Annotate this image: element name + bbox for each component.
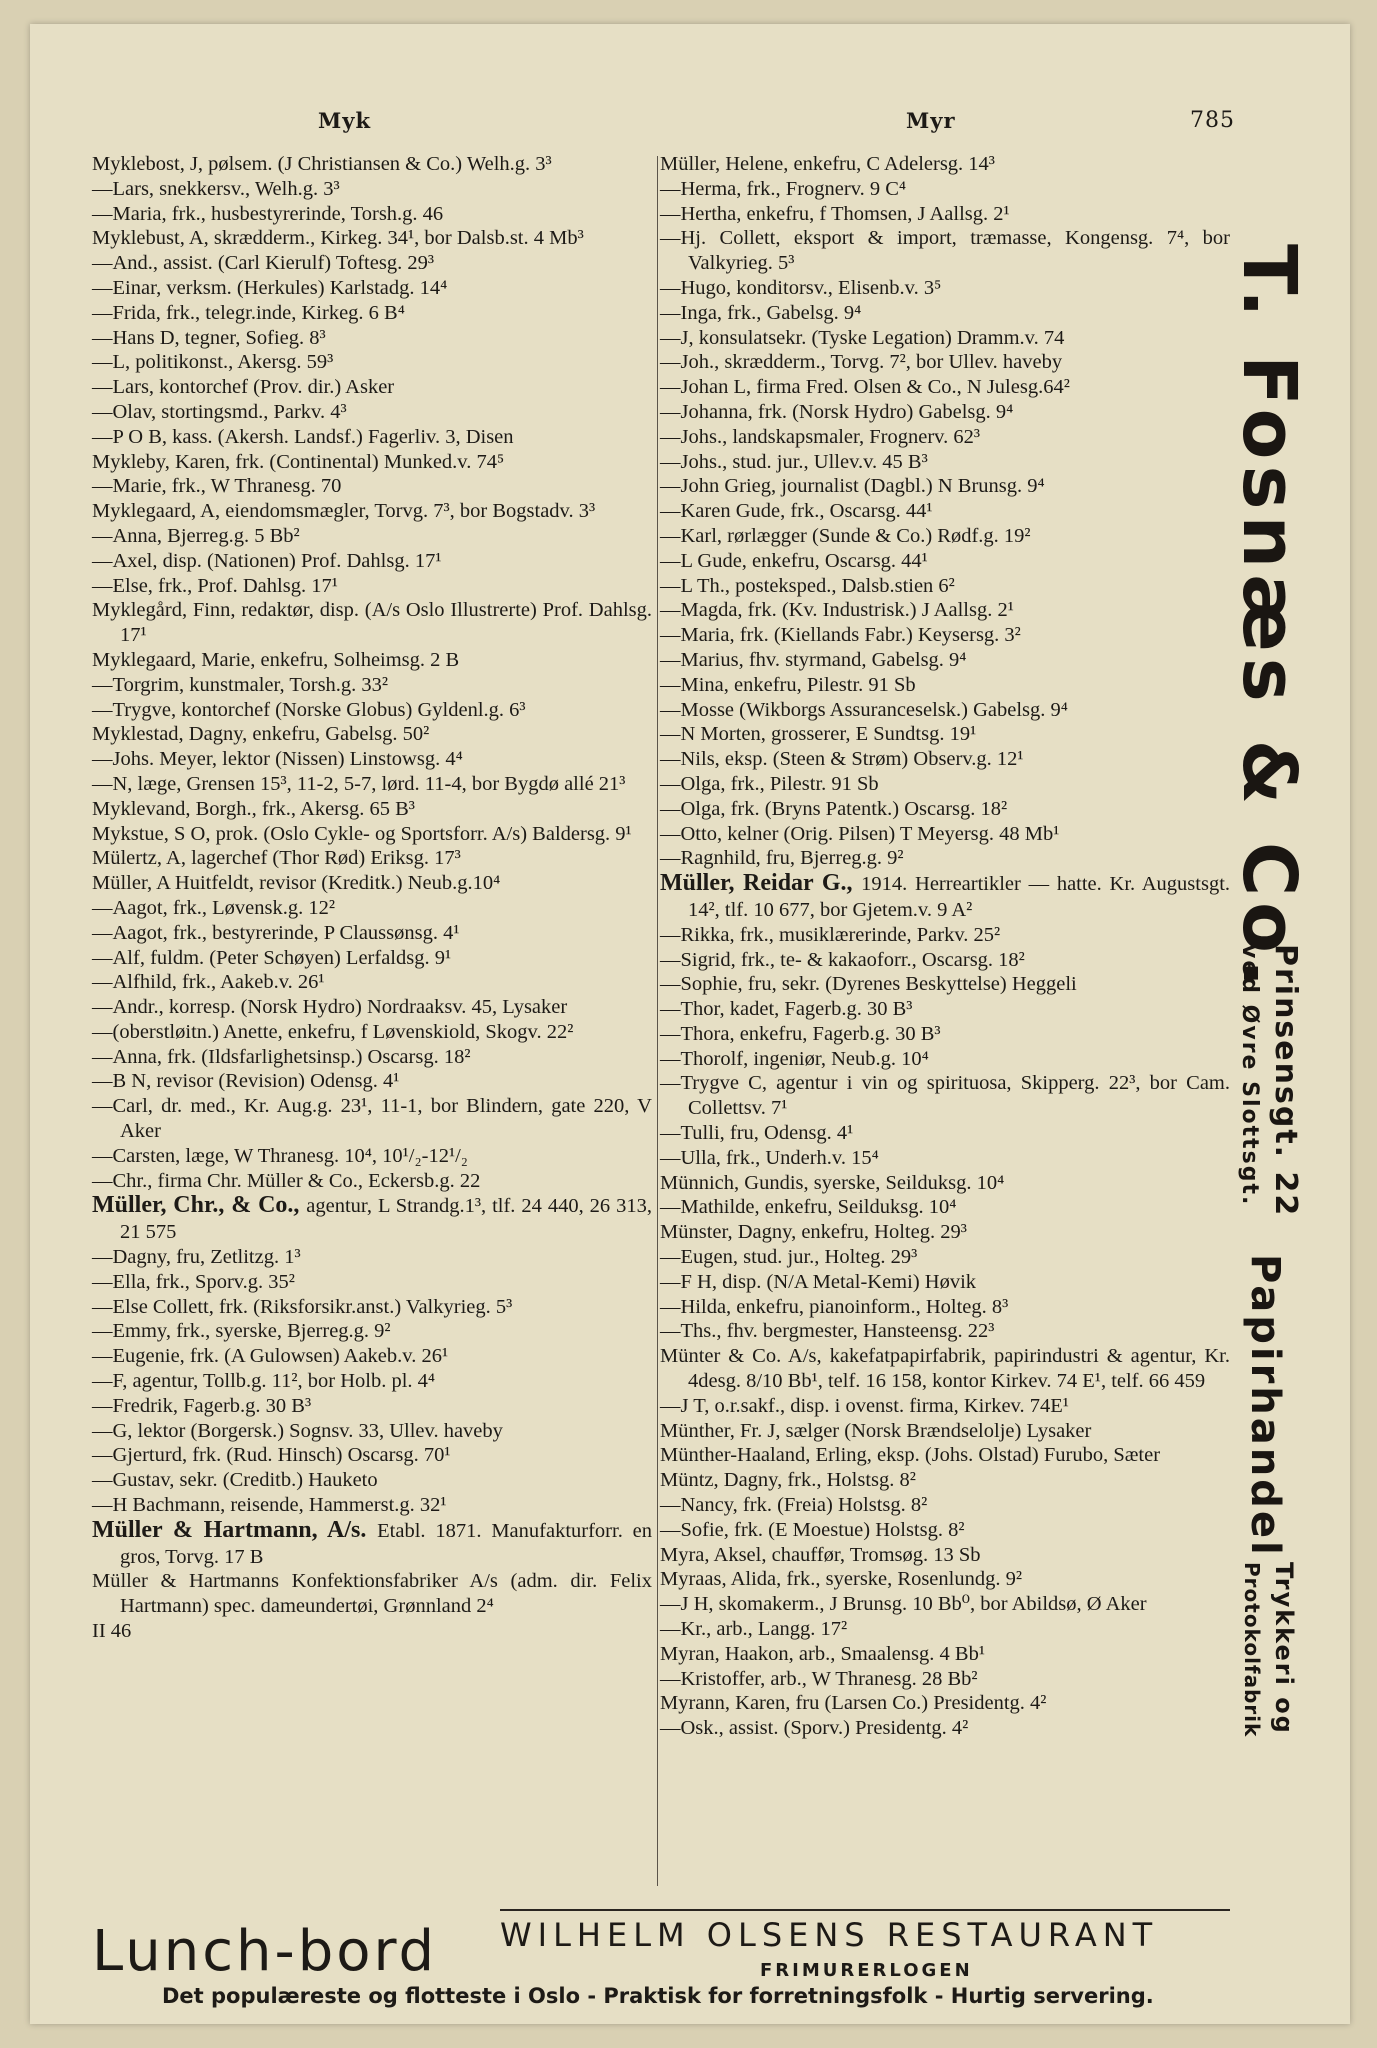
- right-column: [660, 152, 1230, 1741]
- directory-entry: —Ulla, frk., Underh.v. 15⁴: [660, 1146, 879, 1169]
- directory-entry: —Marius, fhv. styrmand, Gabelsg. 9⁴: [660, 648, 967, 671]
- directory-entry: Mykleby, Karen, frk. (Continental) Munked.v. 74⁵: [92, 450, 505, 473]
- directory-entry: Müller, A Huitfeldt, revisor (Kreditk.) Neub.g.10⁴: [92, 872, 501, 895]
- directory-entry: —Johs. Meyer, lektor (Nissen) Linstowsg. 4⁴: [92, 748, 463, 771]
- directory-entry: —Hj. Collett, eksport & import, træmasse, Kongensg. 7⁴, bor Valkyrieg. 5³: [660, 227, 1230, 275]
- directory-entry: —Sigrid, frk., te- & kakaoforr., Oscarsg. 18²: [660, 948, 1025, 971]
- directory-entry: —Nancy, frk. (Freia) Holstsg. 8²: [660, 1494, 928, 1517]
- directory-entry: —Mina, enkefru, Pilestr. 91 Sb: [660, 673, 916, 696]
- directory-entry: Myklegaard, Marie, enkefru, Solheimsg. 2 B: [92, 648, 460, 671]
- directory-entry: —Joh., skrædderm., Torvg. 7², bor Ullev. haveby: [660, 351, 1063, 374]
- directory-entry: —Einar, verksm. (Herkules) Karlstadg. 14⁴: [92, 276, 448, 299]
- directory-entry: —Johs., landskapsmaler, Frognerv. 62³: [660, 425, 980, 448]
- side-ad-protokolfabrik: Protokolfabrik: [1240, 1562, 1264, 1738]
- directory-entry: Müntz, Dagny, frk., Holstsg. 8²: [660, 1469, 916, 1492]
- directory-entry: —Ths., fhv. bergmester, Hansteensg. 22³: [660, 1320, 995, 1343]
- directory-entry: —Emmy, frk., syerske, Bjerreg.g. 9²: [92, 1320, 391, 1343]
- directory-entry: —John Grieg, journalist (Dagbl.) N Brunsg. 9⁴: [660, 475, 1045, 498]
- side-ad-trykkeri: Trykkeri og: [1270, 1562, 1298, 1735]
- directory-entry: —Inga, frk., Gabelsg. 9⁴: [660, 301, 862, 324]
- directory-entry: —Karen Gude, frk., Oscarsg. 44¹: [660, 500, 933, 523]
- side-ad-firm: T. Fosnæs & Co.: [1226, 244, 1312, 994]
- directory-entry: —(oberstløitn.) Anette, enkefru, f Løvenskiold, Skogv. 22²: [92, 1020, 574, 1043]
- side-ad-papirhandel: Papirhandel: [1242, 1254, 1288, 1558]
- directory-entry: Myrann, Karen, fru (Larsen Co.) Presidentg. 4²: [660, 1692, 1047, 1715]
- directory-entry: —Nils, eksp. (Steen & Strøm) Observ.g. 12¹: [660, 748, 1024, 771]
- directory-entry: Myklebust, A, skrædderm., Kirkeg. 34¹, bor Dalsb.st. 4 Mb³: [92, 227, 584, 250]
- directory-entry: —Marie, frk., W Thranesg. 70: [92, 475, 342, 498]
- directory-entry: —Tulli, fru, Odensg. 4¹: [660, 1122, 854, 1145]
- column-divider: [657, 156, 658, 1886]
- directory-entry: Müller, Helene, enkefru, C Adelersg. 14³: [660, 153, 995, 175]
- directory-entry: —Else Collett, frk. (Riksforsikr.anst.) Valkyrieg. 5³: [92, 1295, 513, 1318]
- directory-entry: —Hertha, enkefru, f Thomsen, J Aallsg. 2¹: [660, 202, 1010, 225]
- directory-entry: —Trygve C, agentur i vin og spirituosa, Skipperg. 22³, bor Cam. Collettsv. 7¹: [660, 1072, 1230, 1120]
- directory-entry: —Eugen, stud. jur., Holteg. 29³: [660, 1246, 918, 1269]
- directory-entry: II 46: [92, 1620, 132, 1643]
- directory-entry: —Andr., korresp. (Norsk Hydro) Nordraaksv. 45, Lysaker: [92, 996, 568, 1019]
- directory-entry: —Carsten, læge, W Thranesg. 10⁴, 10¹/₂-12¹/₂: [92, 1144, 468, 1167]
- header-left: Myk: [318, 108, 371, 133]
- directory-entry: —Fredrik, Fagerb.g. 30 B³: [92, 1394, 312, 1417]
- firm-entry-reidar-muller: Müller, Reidar G., 1914. Herreartikler — hatte. Kr. Augustsgt. 14², tlf. 10 677, bor Gjetem.v. 9 A²: [660, 870, 1231, 921]
- directory-entry: Münster, Dagny, enkefru, Holteg. 29³: [660, 1221, 967, 1244]
- directory-entry: Mykstue, S O, prok. (Oslo Cykle- og Sportsforr. A/s) Baldersg. 9¹: [92, 822, 632, 845]
- directory-entry: —Ella, frk., Sporv.g. 35²: [92, 1270, 295, 1293]
- ad-divider: [500, 1909, 1230, 1911]
- directory-entry: —Hans D, tegner, Sofieg. 8³: [92, 326, 326, 349]
- directory-entry: —And., assist. (Carl Kierulf) Toftesg. 29³: [92, 252, 434, 275]
- header-middle: Myr: [906, 108, 956, 133]
- directory-entry: Münther-Haaland, Erling, eksp. (Johs. Olstad) Furubo, Sæter: [660, 1444, 1161, 1467]
- directory-entry: —F H, disp. (N/A Metal-Kemi) Høvik: [660, 1270, 977, 1293]
- directory-entry: —P O B, kass. (Akersh. Landsf.) Fagerliv. 3, Disen: [92, 425, 514, 448]
- directory-entry: —Rikka, frk., musiklærerinde, Parkv. 25²: [660, 923, 1001, 946]
- directory-entry: —Johs., stud. jur., Ullev.v. 45 B³: [660, 450, 928, 473]
- directory-entry: Münnich, Gundis, syerske, Seilduksg. 10⁴: [660, 1171, 1005, 1194]
- directory-entry: —Trygve, kontorchef (Norske Globus) Gyldenl.g. 6³: [92, 698, 526, 721]
- directory-entry: —Johanna, frk. (Norsk Hydro) Gabelsg. 9⁴: [660, 400, 1014, 423]
- directory-entry: —Thora, enkefru, Fagerb.g. 30 B³: [660, 1022, 941, 1045]
- directory-entry: —Dagny, fru, Zetlitzg. 1³: [92, 1246, 301, 1269]
- firm-entry-muller-hartmann: Müller & Hartmann, A/s. Etabl. 1871. Manufakturforr. en gros, Torvg. 17 B: [92, 1516, 653, 1568]
- directory-entry: —Anna, Bjerreg.g. 5 Bb²: [92, 524, 300, 547]
- directory-entry: —Alfhild, frk., Aakeb.v. 26¹: [92, 971, 325, 994]
- restaurant-tagline: Det populæreste og flotteste i Oslo - Praktisk for forretningsfolk - Hurtig servering.: [162, 1984, 1154, 2008]
- directory-entry: Myklegård, Finn, redaktør, disp. (A/s Oslo Illustrerte) Prof. Dahlsg. 17¹: [92, 599, 652, 647]
- directory-entry: —Hugo, konditorsv., Elisenb.v. 3⁵: [660, 276, 942, 299]
- directory-entry: —Thor, kadet, Fagerb.g. 30 B³: [660, 998, 913, 1021]
- directory-entry: Myklevand, Borgh., frk., Akersg. 65 B³: [92, 797, 415, 820]
- side-ad-street-note: ved Øvre Slottsgt.: [1237, 944, 1262, 1207]
- directory-entry: —L, politikonst., Akersg. 59³: [92, 351, 334, 374]
- directory-entry: —Maria, frk. (Kiellands Fabr.) Keysersg. 3²: [660, 624, 1021, 647]
- directory-entry: Mülertz, A, lagerchef (Thor Rød) Eriksg. 17³: [92, 847, 461, 870]
- directory-entry: Münter & Co. A/s, kakefatpapirfabrik, papirindustri & agentur, Kr. 4desg. 8/10 Bb¹, telf. 16 158, kontor Kirkev. 74 E¹, telf. 66 459: [660, 1345, 1230, 1393]
- left-column: [92, 152, 652, 1644]
- directory-entry: Myra, Aksel, chauffør, Tromsøg. 13 Sb: [660, 1543, 981, 1566]
- directory-entry: —Alf, fuldm. (Peter Schøyen) Lerfaldsg. 9¹: [92, 946, 452, 969]
- directory-entry: —Eugenie, frk. (A Gulowsen) Aakeb.v. 26¹: [92, 1345, 449, 1368]
- directory-entry: —Thorolf, ingeniør, Neub.g. 10⁴: [660, 1047, 929, 1070]
- directory-entry: —Chr., firma Chr. Müller & Co., Eckersb.g. 22: [92, 1169, 481, 1192]
- directory-entry: Myklestad, Dagny, enkefru, Gabelsg. 50²: [92, 723, 430, 746]
- directory-entry: —Olga, frk., Pilestr. 91 Sb: [660, 772, 879, 795]
- directory-entry: Myklebost, J, pølsem. (J Christiansen & Co.) Welh.g. 3³: [92, 153, 552, 175]
- directory-entry: —Hilda, enkefru, pianoinform., Holteg. 8³: [660, 1295, 1009, 1318]
- directory-entry: —Kr., arb., Langg. 17²: [660, 1618, 848, 1641]
- directory-entry: —Frida, frk., telegr.inde, Kirkeg. 6 B⁴: [92, 301, 405, 324]
- directory-entry: —B N, revisor (Revision) Odensg. 4¹: [92, 1070, 400, 1093]
- directory-entry: —Torgrim, kunstmaler, Torsh.g. 33²: [92, 673, 389, 696]
- page-number: 785: [1190, 108, 1235, 133]
- directory-entry: —Else, frk., Prof. Dahlsg. 17¹: [92, 574, 338, 597]
- directory-entry: —Lars, kontorchef (Prov. dir.) Asker: [92, 376, 395, 399]
- directory-entry: —Kristoffer, arb., W Thranesg. 28 Bb²: [660, 1667, 978, 1690]
- directory-entry: —F, agentur, Tollb.g. 11², bor Holb. pl. 4⁴: [92, 1370, 436, 1393]
- firm-entry-chr-muller: Müller, Chr., & Co., agentur, L Strandg.1³, tlf. 24 440, 26 313, 21 575: [92, 1192, 653, 1244]
- directory-entry: —L Gude, enkefru, Oscarsg. 44¹: [660, 549, 928, 572]
- directory-entry: Myklegaard, A, eiendomsmægler, Torvg. 7³, bor Bogstadv. 3³: [92, 500, 596, 523]
- restaurant-sub: FRIMURERLOGEN: [760, 1960, 973, 1981]
- directory-entry: Münther, Fr. J, sælger (Norsk Brændselolje) Lysaker: [660, 1419, 1092, 1442]
- directory-entry: —G, lektor (Borgersk.) Sognsv. 33, Ullev. haveby: [92, 1419, 503, 1442]
- directory-entry: —Carl, dr. med., Kr. Aug.g. 23¹, 11-1, bor Blindern, gate 220, V Aker: [92, 1095, 652, 1143]
- directory-entry: —J, konsulatsekr. (Tyske Legation) Dramm.v. 74: [660, 326, 1065, 349]
- directory-entry: —Sofie, frk. (E Moestue) Holstsg. 8²: [660, 1518, 965, 1541]
- directory-entry: —Maria, frk., husbestyrerinde, Torsh.g. 46: [92, 202, 444, 225]
- directory-entry: —Lars, snekkersv., Welh.g. 3³: [92, 177, 340, 200]
- lunch-bord-heading: Lunch-bord: [92, 1919, 438, 1984]
- directory-entry: —Mosse (Wikborgs Assuranceselsk.) Gabelsg. 9⁴: [660, 698, 1068, 721]
- directory-entry: —Axel, disp. (Nationen) Prof. Dahlsg. 17¹: [92, 549, 442, 572]
- side-ad-street: Prinsensgt. 22: [1268, 944, 1303, 1218]
- directory-entry: —Osk., assist. (Sporv.) Presidentg. 4²: [660, 1717, 969, 1740]
- directory-entry: —L Th., posteksped., Dalsb.stien 6²: [660, 574, 955, 597]
- directory-entry: —Otto, kelner (Orig. Pilsen) T Meyersg. 48 Mb¹: [660, 822, 1060, 845]
- directory-entry: —Johan L, firma Fred. Olsen & Co., N Julesg.64²: [660, 376, 1070, 399]
- directory-entry: —Olga, frk. (Bryns Patentk.) Oscarsg. 18²: [660, 797, 1008, 820]
- directory-entry: —Mathilde, enkefru, Seilduksg. 10⁴: [660, 1196, 957, 1219]
- directory-entry: —J T, o.r.sakf., disp. i ovenst. firma, Kirkev. 74E¹: [660, 1394, 1069, 1417]
- directory-entry: —Sophie, fru, sekr. (Dyrenes Beskyttelse) Heggeli: [660, 973, 1077, 996]
- directory-entry: —Magda, frk. (Kv. Industrisk.) J Aallsg. 2¹: [660, 599, 1014, 622]
- directory-entry: —H Bachmann, reisende, Hammerst.g. 32¹: [92, 1494, 447, 1517]
- directory-entry: —Olav, stortingsmd., Parkv. 4³: [92, 400, 347, 423]
- directory-entry: —Karl, rørlægger (Sunde & Co.) Rødf.g. 19²: [660, 524, 1031, 547]
- directory-entry: —Aagot, frk., bestyrerinde, P Claussønsg. 4¹: [92, 921, 460, 944]
- directory-entry: Myraas, Alida, frk., syerske, Rosenlundg. 9²: [660, 1568, 1022, 1591]
- directory-entry: —Gjerturd, frk. (Rud. Hinsch) Oscarsg. 70¹: [92, 1444, 451, 1467]
- directory-entry: —Aagot, frk., Løvensk.g. 12²: [92, 896, 335, 919]
- restaurant-name: WILHELM OLSENS RESTAURANT: [500, 1916, 1159, 1954]
- directory-entry: —N, læge, Grensen 15³, 11-2, 5-7, lørd. 11-4, bor Bygdø allé 21³: [92, 772, 626, 795]
- directory-entry: Myran, Haakon, arb., Smaalensg. 4 Bb¹: [660, 1642, 985, 1665]
- directory-entry: —N Morten, grosserer, E Sundtsg. 19¹: [660, 723, 977, 746]
- directory-entry: —Gustav, sekr. (Creditb.) Hauketo: [92, 1469, 378, 1492]
- directory-entry: —J H, skomakerm., J Brunsg. 10 Bb⁰, bor Abildsø, Ø Aker: [660, 1593, 1147, 1616]
- directory-entry: —Herma, frk., Frognerv. 9 C⁴: [660, 177, 907, 200]
- directory-entry: —Ragnhild, fru, Bjerreg.g. 9²: [660, 847, 904, 870]
- directory-entry: —Anna, frk. (Ildsfarlighetsinsp.) Oscarsg. 18²: [92, 1045, 471, 1068]
- directory-page: [30, 24, 1350, 2024]
- directory-entry: Müller & Hartmanns Konfektionsfabriker A/s (adm. dir. Felix Hartmann) spec. dameundertøi, Grønnland 2⁴: [92, 1570, 652, 1618]
